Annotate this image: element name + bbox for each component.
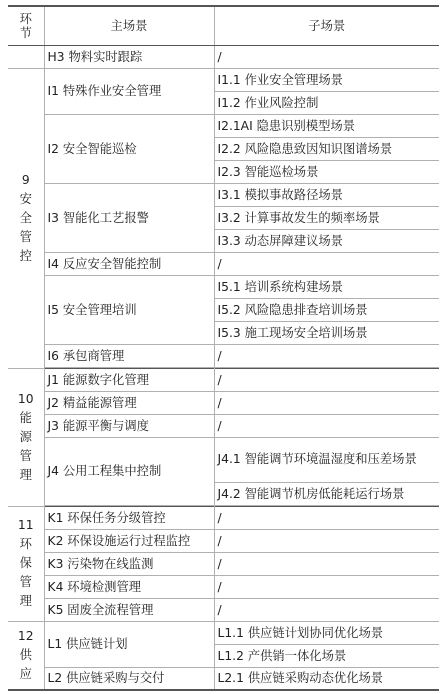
table-row	[8, 529, 439, 552]
sub-scene: I3.1 模拟事故路径场景	[214, 183, 439, 206]
sub-scene: I5.2 风险隐患排查培训场景	[214, 298, 439, 321]
sub-scene: L1.2 产供销一体化场景	[214, 644, 439, 667]
sub-scene: I2.3 智能巡检场景	[214, 160, 439, 183]
sub-scene: I1.2 作业风险控制	[214, 91, 439, 114]
main-scene: K3 污染物在线监测	[44, 552, 214, 575]
sub-scene: L2.1 供应链采购动态优化场景	[214, 667, 439, 690]
sub-scene: J4.2 智能调节机房低能耗运行场景	[214, 482, 439, 505]
main-scene: I3 智能化工艺报警	[44, 183, 214, 252]
sub-scene: /	[214, 368, 439, 391]
main-scene: H3 物料实时跟踪	[44, 45, 214, 68]
main-scene: J1 能源数字化管理	[44, 368, 214, 391]
main-scene: I1 特殊作业安全管理	[44, 68, 214, 114]
header-env	[8, 6, 44, 45]
header-main: 主场景	[44, 6, 214, 45]
sub-scene: /	[214, 529, 439, 552]
table-row	[8, 414, 439, 437]
section-label-10	[8, 368, 44, 506]
table-row	[8, 391, 439, 414]
main-scene: L2 供应链采购与交付	[44, 667, 214, 690]
main-scene: K5 固废全流程管理	[44, 598, 214, 621]
sub-scene: /	[214, 598, 439, 621]
table-row	[8, 344, 439, 367]
main-scene: K4 环境检测管理	[44, 575, 214, 598]
table-row	[8, 506, 439, 529]
main-scene: I5 安全管理培训	[44, 275, 214, 344]
sub-scene: I3.2 计算事故发生的频率场景	[214, 206, 439, 229]
header-sub: 子场景	[214, 6, 439, 45]
table-row	[8, 368, 439, 391]
sub-scene: /	[214, 506, 439, 529]
section-label-12	[8, 621, 44, 690]
main-scene: K1 环保任务分级管控	[44, 506, 214, 529]
table-row	[8, 183, 439, 206]
table-row	[8, 667, 439, 690]
main-scene: I6 承包商管理	[44, 344, 214, 367]
table-row	[8, 252, 439, 275]
table-row	[8, 437, 439, 482]
sub-scene: L1.1 供应链计划协同优化场景	[214, 621, 439, 644]
sub-scene: I1.1 作业安全管理场景	[214, 68, 439, 91]
sub-scene: /	[214, 575, 439, 598]
main-scene: J3 能源平衡与调度	[44, 414, 214, 437]
header-env-text: 环节	[19, 11, 32, 40]
sub-scene: /	[214, 391, 439, 414]
scenario-table-container	[8, 5, 439, 691]
section-label-9	[8, 68, 44, 368]
main-scene: J2 精益能源管理	[44, 391, 214, 414]
table-header-row	[8, 6, 439, 45]
section-label-text: 10 能 源 管 理	[17, 391, 34, 482]
main-scene: K2 环保设施运行过程监控	[44, 529, 214, 552]
table-row	[8, 45, 439, 68]
table-row	[8, 552, 439, 575]
section-label-text: 9 安 全 管 控	[19, 172, 32, 263]
main-scene: I2 安全智能巡检	[44, 114, 214, 183]
sub-scene: I2.1AI 隐患识别模型场景	[214, 114, 439, 137]
table-row	[8, 114, 439, 137]
table-row	[8, 68, 439, 91]
sub-scene: I3.3 动态屏障建议场景	[214, 229, 439, 252]
section-label-text: 12 供 应	[17, 628, 34, 681]
section-label-11	[8, 506, 44, 621]
table-row	[8, 621, 439, 644]
main-scene: J4 公用工程集中控制	[44, 437, 214, 505]
sub-scene: /	[214, 252, 439, 275]
sub-scene: J4.1 智能调节环境温湿度和压差场景	[214, 437, 439, 482]
env-cell-empty	[8, 45, 44, 68]
sub-scene: /	[214, 344, 439, 367]
sub-scene: /	[214, 414, 439, 437]
sub-scene: /	[214, 45, 439, 68]
scenario-table	[8, 5, 439, 691]
sub-scene: I5.1 培训系统构建场景	[214, 275, 439, 298]
table-row	[8, 275, 439, 298]
main-scene: I4 反应安全智能控制	[44, 252, 214, 275]
section-label-text: 11 环 保 管 理	[17, 518, 34, 608]
sub-scene: I5.3 施工现场安全培训场景	[214, 321, 439, 344]
sub-scene: I2.2 风险隐患致因知识图谱场景	[214, 137, 439, 160]
table-row	[8, 575, 439, 598]
sub-scene: /	[214, 552, 439, 575]
table-row	[8, 598, 439, 621]
main-scene: L1 供应链计划	[44, 621, 214, 667]
